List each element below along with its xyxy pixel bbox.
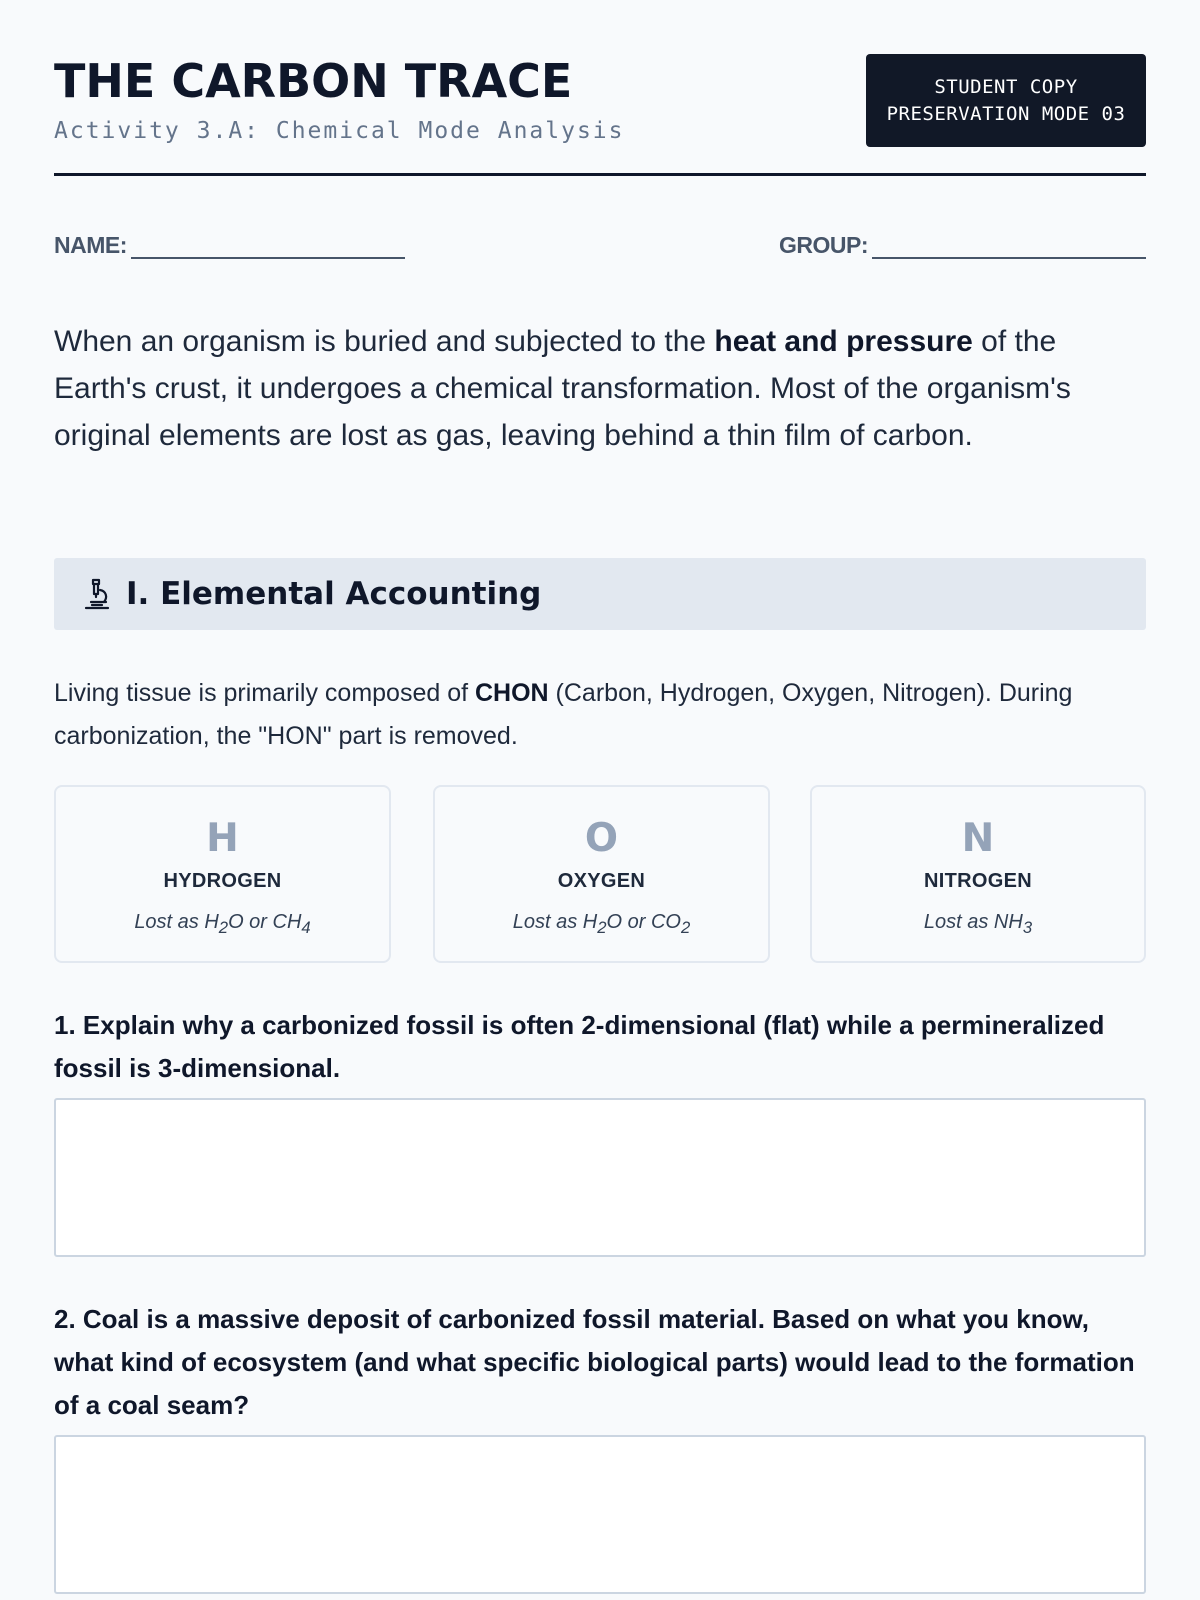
note-text: O or CO: [606, 911, 681, 933]
element-name: NITROGEN: [924, 870, 1032, 892]
element-name: HYDROGEN: [163, 870, 282, 892]
name-blank-line[interactable]: [131, 233, 405, 259]
note-subscript: 3: [1022, 918, 1033, 937]
name-label: NAME:: [54, 232, 127, 258]
badge-line-2: PRESERVATION MODE 03: [886, 102, 1126, 125]
element-card-oxygen: [433, 785, 770, 963]
element-card-hydrogen: [54, 785, 391, 963]
note-text: O or CH: [228, 911, 302, 933]
section-title: I. Elemental Accounting: [126, 576, 542, 612]
element-loss-note: [56, 911, 389, 938]
worksheet-title: THE CARBON TRACE: [54, 54, 573, 108]
answer-box-2[interactable]: [54, 1435, 1146, 1594]
student-info-fields: [54, 232, 1146, 264]
intro-bold-text: heat and pressure: [714, 325, 973, 358]
question-2: 2. Coal is a massive deposit of carbonized fossil material. Based on what you know, what kind of ecosystem (and what specific biological parts) would lead to the formation of a coal seam?: [54, 1304, 1135, 1420]
element-symbol: O: [584, 816, 619, 861]
element-symbol: H: [206, 816, 239, 861]
note-text: Lost as H: [512, 911, 598, 933]
note-text: Lost as NH: [923, 911, 1023, 933]
group-label: GROUP:: [779, 232, 868, 258]
element-loss-note: [812, 911, 1144, 938]
worksheet-header: [54, 54, 1146, 176]
intro-text-1: When an organism is buried and subjected to the: [54, 325, 715, 358]
element-loss-note: [435, 911, 768, 938]
element-card-nitrogen: [810, 785, 1146, 963]
badge-line-1: STUDENT COPY: [934, 75, 1078, 98]
element-symbol: N: [961, 816, 995, 861]
activity-subtitle: Activity 3.A: Chemical Mode Analysis: [54, 118, 625, 144]
note-subscript: 2: [218, 918, 229, 937]
question-1: 1. Explain why a carbonized fossil is often 2-dimensional (flat) while a permineralized fossil is 3-dimensional.: [54, 1010, 1105, 1083]
note-subscript: 2: [680, 918, 691, 937]
chon-paragraph: [54, 672, 1154, 758]
chon-text-1: Living tissue is primarily composed of: [54, 679, 475, 707]
intro-text-2: of the Earth's crust, it undergoes a chemical transformation. Most of the organism's original elements are lost as gas, leaving behind a thin film of carbon.: [54, 325, 1071, 452]
group-field: [779, 232, 1146, 259]
chon-text-2: (Carbon, Hydrogen, Oxygen, Nitrogen). During carbonization, the "HON" part is removed.: [54, 679, 1073, 750]
answer-box-1[interactable]: [54, 1098, 1146, 1257]
element-cards: [54, 785, 1146, 963]
chon-bold-text: CHON: [475, 679, 549, 707]
note-subscript: 2: [597, 918, 607, 937]
intro-paragraph: [54, 318, 1144, 459]
section-header-elemental-accounting: [54, 558, 1146, 630]
note-subscript: 4: [301, 918, 311, 937]
microscope-icon: [82, 577, 112, 611]
student-copy-badge: [866, 54, 1146, 147]
group-blank-line[interactable]: [872, 233, 1146, 259]
name-field: [54, 232, 405, 259]
note-text: Lost as H: [134, 911, 219, 933]
element-name: OXYGEN: [557, 870, 646, 892]
